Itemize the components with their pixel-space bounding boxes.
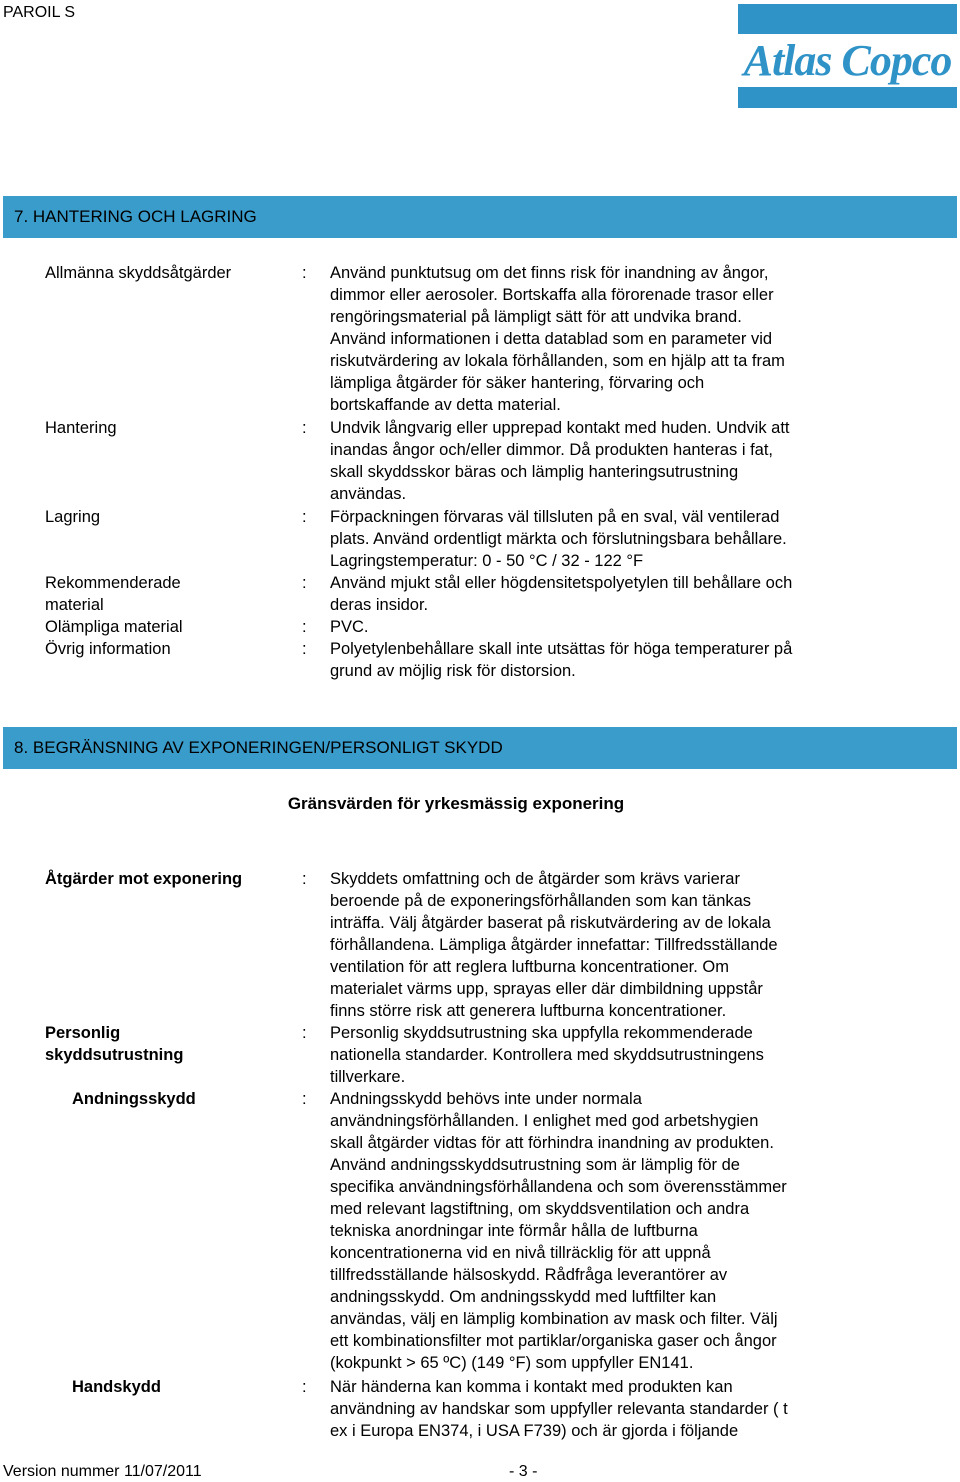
field-text: plats. Använd ordentligt märkta och förslutningsbara behållare. xyxy=(330,530,787,548)
field-text: Använd informationen i detta datablad som en parameter vid xyxy=(330,330,773,348)
field-text: tillfredsställande hälsoskydd. Rådfråga leverantörer av xyxy=(330,1266,728,1284)
colon: : xyxy=(302,1090,307,1108)
field-label: Handskydd xyxy=(72,1378,161,1396)
field-text: När händerna kan komma i kontakt med produkten kan xyxy=(330,1378,733,1396)
field-text: inandas ångor och/eller dimmor. Då produkten hanteras i fat, xyxy=(330,441,774,459)
field-text: Förpackningen förvaras väl tillsluten på en sval, väl ventilerad xyxy=(330,508,780,526)
field-text: Andningsskydd behövs inte under normala xyxy=(330,1090,642,1108)
colon: : xyxy=(302,419,307,437)
colon: : xyxy=(302,870,307,888)
field-label: Åtgärder mot exponering xyxy=(45,870,243,888)
field-text: ventilation för att reglera luftburna koncentrationer. Om xyxy=(330,958,729,976)
colon: : xyxy=(302,508,307,526)
colon: : xyxy=(302,1378,307,1396)
field-label: Olämpliga material xyxy=(45,618,183,636)
field-label: Allmänna skyddsåtgärder xyxy=(45,264,232,282)
field-text: Lagringstemperatur: 0 - 50 °C / 32 - 122 °F xyxy=(330,552,644,570)
field-text: Personlig skyddsutrustning ska uppfylla rekommenderade xyxy=(330,1024,753,1042)
field-text: bortskaffande av detta material. xyxy=(330,396,561,414)
product-name: PAROIL S xyxy=(3,4,76,21)
page-number: - 3 - xyxy=(509,1463,538,1480)
field-text: materialet värms upp, sprayas eller där dimbildning uppstår xyxy=(330,980,763,998)
field-text: användas. xyxy=(330,485,407,503)
field-text: förhållandena. Lämpliga åtgärder innefattar: Tillfredsställande xyxy=(330,936,778,954)
field-text: lämpliga åtgärder för säker hantering, förvaring och xyxy=(330,374,705,392)
field-text: finns större risk att generera luftburna koncentrationer. xyxy=(330,1002,727,1020)
field-text: grund av möjlig risk för distorsion. xyxy=(330,662,576,680)
field-text: Polyetylenbehållare skall inte utsättas för höga temperaturer på xyxy=(330,640,793,658)
field-text: PVC. xyxy=(330,618,369,636)
field-text: skall åtgärder vidtas för att förhindra inandning av produkten. xyxy=(330,1134,774,1152)
field-label: Hantering xyxy=(45,419,117,437)
field-label: skyddsutrustning xyxy=(45,1046,184,1064)
field-text: andningsskydd. Om andningsskydd med luftfilter kan xyxy=(330,1288,717,1306)
field-text: ett kombinationsfilter mot partiklar/organiska gaser och ångor xyxy=(330,1332,777,1350)
field-text: riskutvärdering av lokala förhållanden, som en hjälp att ta fram xyxy=(330,352,785,370)
field-text: deras insidor. xyxy=(330,596,429,614)
field-text: specifika användningsförhållandena och som överensstämmer xyxy=(330,1178,787,1196)
field-text: med relevant lagstiftning, om skyddsventilation och andra xyxy=(330,1200,750,1218)
field-text: Använd andningsskyddsutrustning som är lämplig för de xyxy=(330,1156,740,1174)
colon: : xyxy=(302,574,307,592)
field-text: beroende på de exponeringsförhållanden som kan tänkas xyxy=(330,892,752,910)
field-text: användningsförhållanden. I enlighet med god arbetshygien xyxy=(330,1112,759,1130)
section-8-heading: 8. BEGRÄNSNING AV EXPONERINGEN/PERSONLIGT SKYDD xyxy=(3,727,957,769)
field-text: inträffa. Välj åtgärder baserat på riskutvärdering av de lokala xyxy=(330,914,771,932)
logo-text: Atlas Copco xyxy=(743,36,952,85)
colon: : xyxy=(302,640,307,658)
field-text: tillverkare. xyxy=(330,1068,406,1086)
version-number: Version nummer 11/07/2011 xyxy=(3,1463,202,1480)
colon: : xyxy=(302,264,307,282)
field-text: nationella standarder. Kontrollera med skyddsutrustningens xyxy=(330,1046,764,1064)
section-7-heading: 7. HANTERING OCH LAGRING xyxy=(3,196,957,238)
field-text: Använd punktutsug om det finns risk för inandning av ångor, xyxy=(330,264,769,282)
colon: : xyxy=(302,1024,307,1042)
field-text: rengöringsmaterial på lämpligt sätt för att undvika brand. xyxy=(330,308,742,326)
field-text: tekniska anordningar inte förmår hålla de luftburna xyxy=(330,1222,698,1240)
field-text: koncentrationerna vid en nivå tillräcklig för att uppnå xyxy=(330,1244,711,1262)
field-label: Övrig information xyxy=(45,640,171,658)
field-text: användning av handskar som uppfyller relevanta standarder ( t xyxy=(330,1400,788,1418)
field-label: Lagring xyxy=(45,508,101,526)
field-label: Personlig xyxy=(45,1024,121,1042)
field-text: ex i Europa EN374, i USA F739) och är gjorda i följande xyxy=(330,1422,739,1440)
field-text: skall skyddsskor bäras och lämplig hanteringsutrustning xyxy=(330,463,739,481)
field-label: Andningsskydd xyxy=(72,1090,196,1108)
field-text: Skyddets omfattning och de åtgärder som krävs varierar xyxy=(330,870,740,888)
colon: : xyxy=(302,618,307,636)
field-text: Undvik långvarig eller upprepad kontakt med huden. Undvik att xyxy=(330,419,790,437)
field-text: Använd mjukt stål eller högdensitetspolyetylen till behållare och xyxy=(330,574,793,592)
section-subtitle: Gränsvärden för yrkesmässig exponering xyxy=(287,794,625,813)
field-text: (kokpunkt > 65 ºC) (149 °F) som uppfyller EN141. xyxy=(330,1354,694,1372)
field-text: dimmor eller aerosoler. Bortskaffa alla förorenade trasor eller xyxy=(330,286,774,304)
field-label: material xyxy=(45,596,104,614)
field-text: användas, välj en lämplig kombination av mask och filter. Välj xyxy=(330,1310,778,1328)
company-logo xyxy=(738,4,957,108)
field-label: Rekommenderade xyxy=(45,574,181,592)
